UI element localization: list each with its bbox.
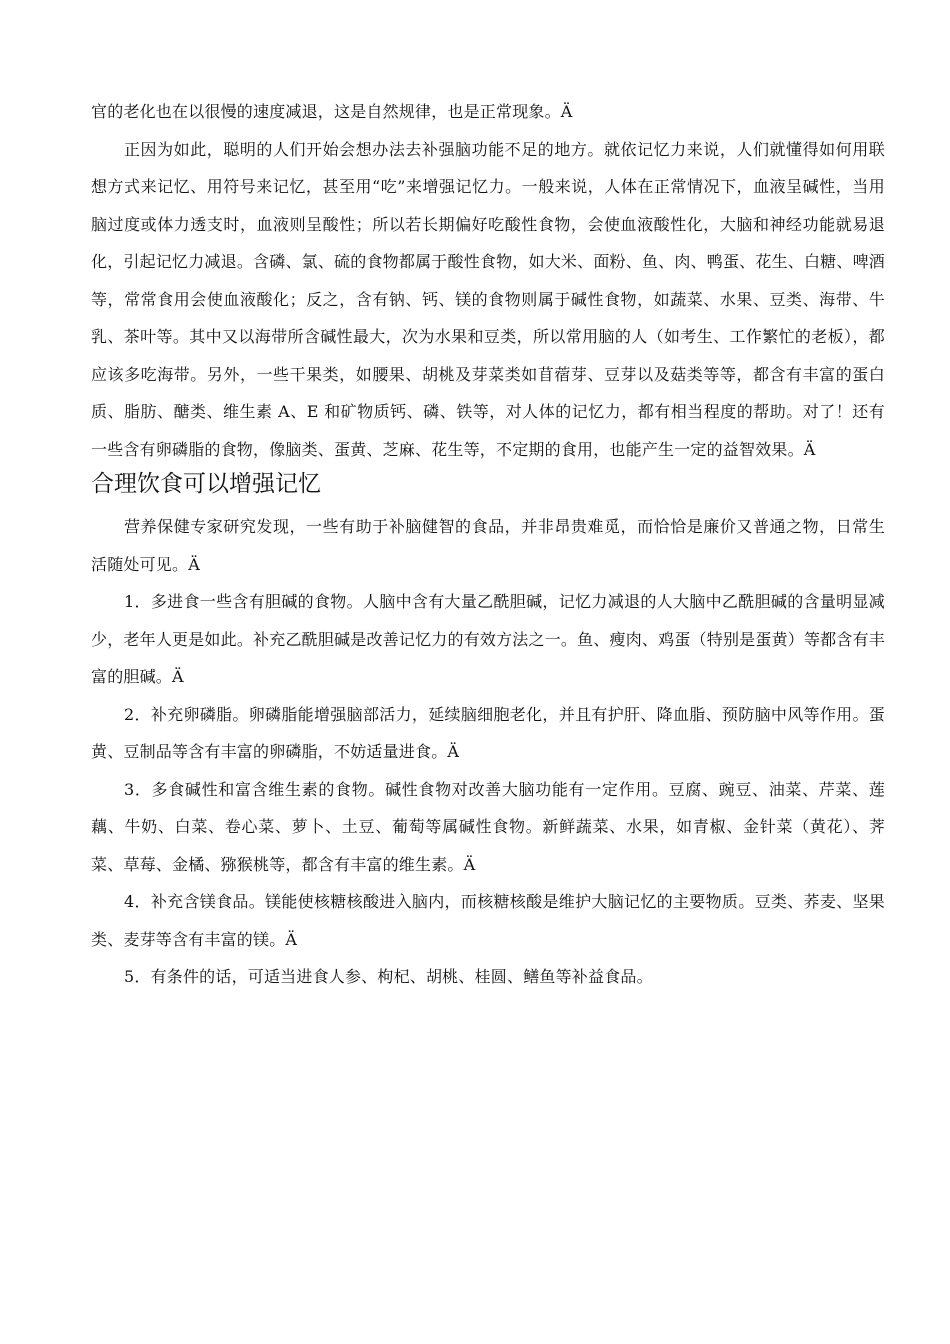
section-heading: 合理饮食可以增强记忆 — [91, 471, 321, 497]
document-page — [91, 93, 885, 996]
tip-item-choline: 1．多进食一些含有胆碱的食物。人脑中含有大量乙酰胆碱，记忆力减退的人大脑中乙酰胆碱的含量明显减少，老年人更是如此。补充乙酰胆碱是改善记忆力的有效方法之一。鱼、瘦肉、鸡蛋（特别是蛋黄）等都含有丰富的胆碱。Ä — [91, 592, 885, 686]
tip-item-lecithin: 2．补充卵磷脂。卵磷脂能增强脑部活力，延续脑细胞老化，并且有护肝、降血脂、预防脑中风等作用。蛋黄、豆制品等含有丰富的卵磷脂，不妨适量进食。Ä — [91, 704, 885, 761]
tip-item-magnesium: 4．补充含镁食品。镁能使核糖核酸进入脑内，而核糖核酸是维护大脑记忆的主要物质。豆类、荞麦、坚果类、麦芽等含有丰富的镁。Ä — [91, 892, 885, 949]
tip-item-tonic-foods: 5．有条件的话，可适当进食人参、枸杞、胡桃、桂圆、鳝鱼等补益食品。 — [124, 967, 653, 986]
section-intro-paragraph: 营养保健专家研究发现，一些有助于补脑健智的食品，并非昂贵难觅，而恰恰是廉价又普通之物，日常生活随处可见。Ä — [91, 517, 885, 574]
tip-item-alkaline-vitamins: 3．多食碱性和富含维生素的食物。碱性食物对改善大脑功能有一定作用。豆腐、豌豆、油菜、芹菜、莲藕、牛奶、白菜、卷心菜、萝卜、土豆、葡萄等属碱性食物。新鲜蔬菜、水果，如青椒、金针菜（黄花）、荠菜、草莓、金橘、猕猴桃等，都含有丰富的维生素。Ä — [91, 779, 885, 874]
memory-diet-paragraph: 正因为如此，聪明的人们开始会想办法去补强脑功能不足的地方。就依记忆力来说，人们就懂得如何用联想方式来记忆、用符号来记忆，甚至用“吃”来增强记忆力。一般来说，人体在正常情况下，血液呈碱性，当用脑过度或体力透支时，血液则呈酸性；所以若长期偏好吃酸性食物，会使血液酸性化，大脑和神经功能就易退化，引起记忆力减退。含磷、氯、硫的食物都属于酸性食物，如大米、面粉、鱼、肉、鸭蛋、花生、白糖、啤酒等，常常食用会使血液酸化；反之，含有钠、钙、镁的食物则属于碱性食物，如蔬菜、水果、豆类、海带、牛乳、茶叶等。其中又以海带所含碱性最大，次为水果和豆类，所以常用脑的人（如考生、工作繁忙的老板），都应该多吃海带。另外，一些干果类，如腰果、胡桃及芽菜类如苜蓿芽、豆芽以及菇类等等，都含有丰富的蛋白质、脂肪、醣类、维生素 A、E 和矿物质钙、磷、铁等，对人体的记忆力，都有相当程度的帮助。对了！还有一些含有卵磷脂的食物，像脑类、蛋黄、芝麻、花生等，不定期的食用，也能产生一定的益智效果。Ä — [91, 139, 885, 459]
continued-paragraph: 官的老化也在以很慢的速度减退，这是自然规律，也是正常现象。Ä — [91, 102, 573, 121]
